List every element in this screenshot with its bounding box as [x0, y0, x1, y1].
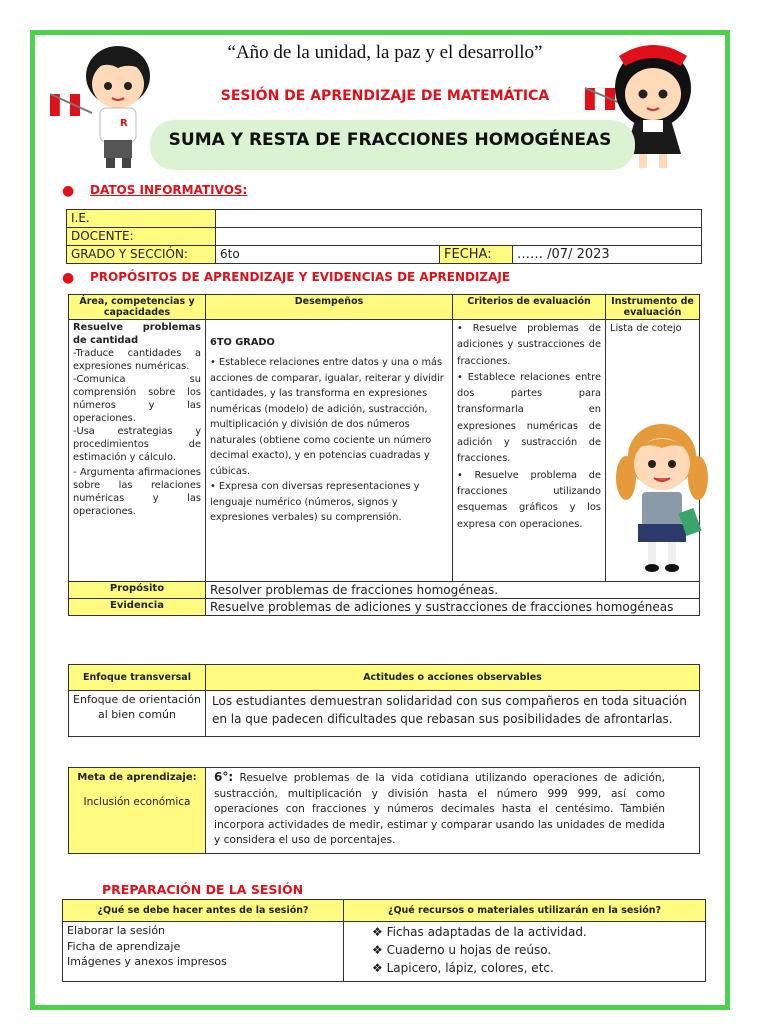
criterio-item: • Resuelve problemas de adiciones y sustracciones de fracciones.	[457, 323, 601, 367]
col-antes: ¿Qué se debe hacer antes de la sesión?	[63, 900, 344, 922]
antes-item: Imágenes y anexos impresos	[67, 955, 227, 968]
recurso-item: ❖ Lapicero, lápiz, colores, etc.	[372, 961, 554, 975]
proposito-label: Propósito	[69, 582, 206, 599]
grado-value: 6to	[216, 246, 440, 264]
col-instrumento: Instrumento de evaluación	[606, 295, 700, 320]
propositos-heading: PROPÓSITOS DE APRENDIZAJE Y EVIDENCIAS DE APRENDIZAJE	[90, 270, 511, 284]
page-title: SUMA Y RESTA DE FRACCIONES HOMOGÉNEAS	[168, 130, 612, 150]
actitudes-value: Los estudiantes demuestran solidaridad con sus compañeros en toda situación en la que padecen dificultades que rebasan sus posibilidades de afrontarlas.	[206, 691, 700, 737]
col-area: Área, competencias y capacidades	[69, 295, 206, 320]
area-item: -Usa estrategias y procedimientos de estimación y cálculo.	[73, 426, 201, 463]
criterio-item: • Establece relaciones entre dos partes para transformarla en expresiones numéricas de adición y sustracción de fracciones.	[457, 371, 601, 465]
preparacion-table	[62, 899, 706, 982]
meta-sub: Inclusión económica	[83, 796, 191, 808]
col-enfoque: Enfoque transversal	[69, 665, 206, 691]
recurso-item: ❖ Cuaderno u hojas de reúso.	[372, 943, 552, 957]
evidencia-value: Resuelve problemas de adiciones y sustracciones de fracciones homogéneas	[206, 599, 700, 616]
criterio-item: • Resuelve problema de fracciones utilizando esquemas gráficos y los expresa con operaciones.	[457, 469, 601, 530]
ie-label: I.E.	[67, 210, 216, 228]
fecha-value: …… /07/ 2023	[513, 246, 702, 264]
area-item: -Traduce cantidades a expresiones numéricas.	[73, 348, 201, 372]
ie-value	[216, 210, 702, 228]
preparacion-heading: PREPARACIÓN DE LA SESIÓN	[102, 882, 304, 897]
year-motto: “Año de la unidad, la paz y el desarrollo”	[227, 42, 543, 63]
bullet-icon: ●	[62, 270, 75, 286]
col-recursos: ¿Qué recursos o materiales utilizarán en la sesión?	[344, 900, 706, 922]
datos-table	[66, 209, 702, 264]
area-title: Resuelve problemas de cantidad	[73, 322, 201, 346]
svg-text:R: R	[120, 118, 128, 129]
meta-table	[68, 767, 700, 854]
desempeno-item: • Expresa con diversas representaciones y lenguaje numérico (números, signos y expresiones verbales) su comprensión.	[210, 481, 420, 523]
desempeno-item: • Establece relaciones entre datos y una o más acciones de comparar, igualar, reiterar y dividir cantidades, y las transforma en expresiones numéricas (modelo) de adición, sustracción, multiplicación y división de dos números naturales (obtiene como cociente un número decimal exacto), y en potencias cuadradas y cúbicas.	[210, 357, 444, 477]
col-actitudes: Actitudes o acciones observables	[206, 665, 700, 691]
col-criterios: Criterios de evaluación	[453, 295, 606, 320]
meta-text: Resuelve problemas de la vida cotidiana utilizando operaciones de adición, sustracción, multiplicación y división hasta el número 999 999, así como operaciones con fracciones y números decimales hasta el centésimo. También incorpora actividades de medir, estimar y comparar usando las unidades de medida y considera el uso de porcentajes.	[214, 772, 665, 846]
col-desempenos: Desempeños	[206, 295, 453, 320]
meta-grado: 6°:	[214, 770, 234, 784]
area-item: - Argumenta afirmaciones sobre las relaciones numéricas y las operaciones.	[73, 467, 201, 517]
meta-label: Meta de aprendizaje:	[77, 772, 197, 783]
propositos-table	[68, 294, 700, 616]
proposito-value: Resolver problemas de fracciones homogéneas.	[206, 582, 700, 599]
enfoque-table	[68, 664, 700, 737]
fecha-label: FECHA:	[440, 246, 513, 264]
enfoque-value: Enfoque de orientación al bien común	[69, 691, 206, 737]
grado-tag: 6TO GRADO	[210, 337, 275, 348]
datos-heading: DATOS INFORMATIVOS:	[90, 183, 248, 197]
instrumento-value: Lista de cotejo	[610, 323, 682, 334]
schoolgirl-illustration	[612, 418, 712, 578]
diamond-bullet-icon: ❖	[372, 961, 387, 975]
antes-item: Ficha de aprendizaje	[67, 939, 181, 953]
bullet-icon: ●	[62, 183, 75, 199]
diamond-bullet-icon: ❖	[372, 925, 387, 939]
diamond-bullet-icon: ❖	[372, 943, 387, 957]
docente-value	[216, 228, 702, 246]
session-label: SESIÓN DE APRENDIZAJE DE MATEMÁTICA	[220, 88, 550, 104]
antes-item: Elaborar la sesión	[67, 924, 166, 937]
area-item: -Comunica su comprensión sobre los números y las operaciones.	[73, 374, 201, 424]
evidencia-label: Evidencia	[69, 599, 206, 616]
recurso-item: ❖ Fichas adaptadas de la actividad.	[372, 925, 587, 939]
docente-label: DOCENTE:	[67, 228, 216, 246]
grado-label: GRADO Y SECCIÓN:	[67, 246, 216, 264]
